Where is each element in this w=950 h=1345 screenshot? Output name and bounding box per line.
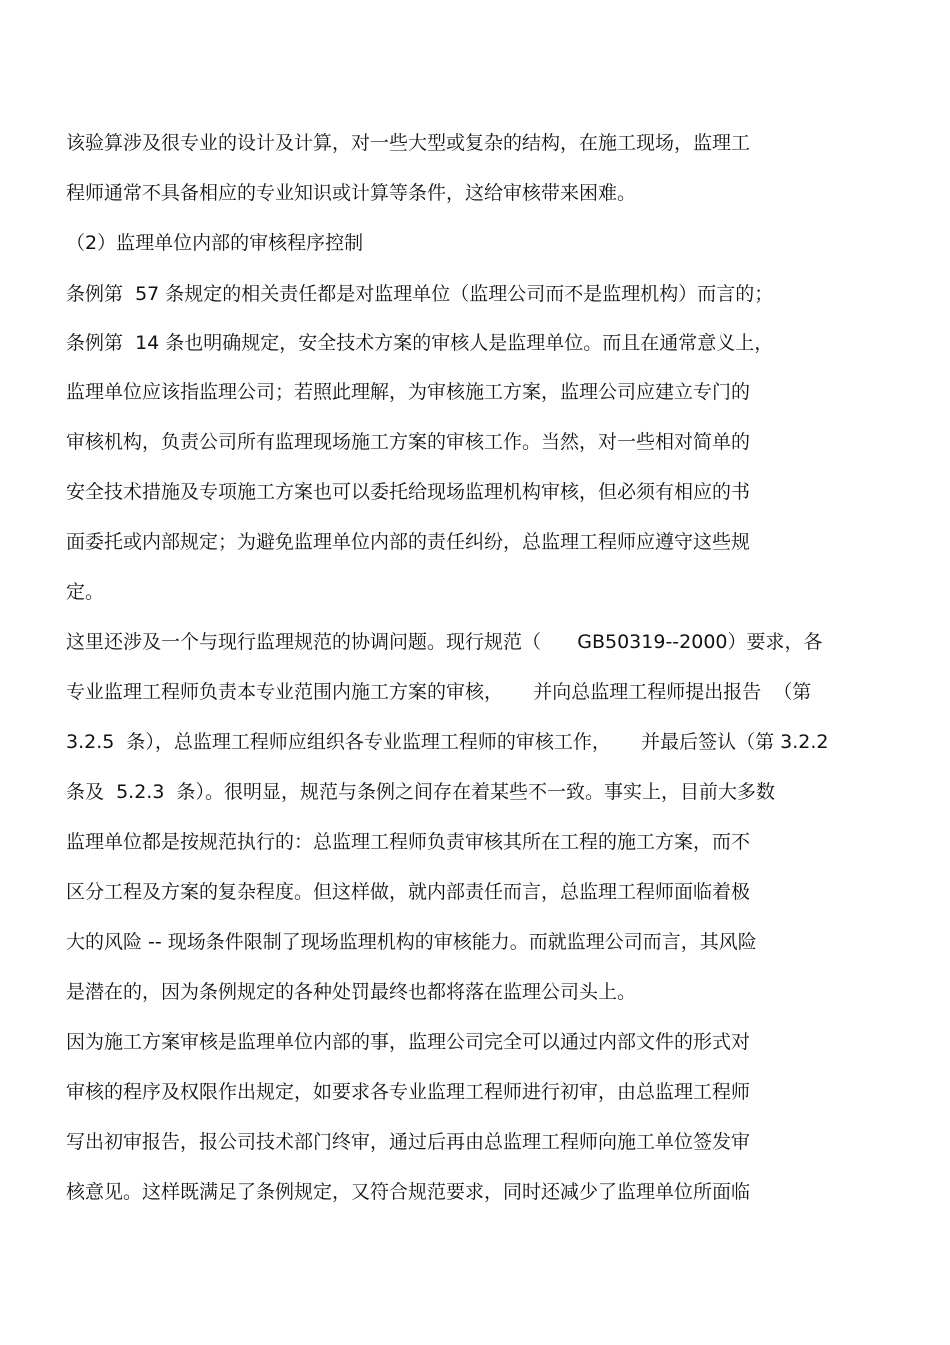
text-line-22: 核意见。这样既满足了条例规定，又符合规范要求，同时还减少了监理单位所面临 [66,1181,751,1203]
text-line-8: 安全技术措施及专项施工方案也可以委托给现场监理机构审核，但必须有相应的书 [66,481,751,503]
text-line-17: 大的风险 -- 现场条件限制了现场监理机构的审核能力。而就监理公司而言，其风险 [66,931,757,953]
text-line-20: 审核的程序及权限作出规定，如要求各专业监理工程师进行初审，由总监理工程师 [66,1081,751,1103]
text-line-13: 3.2.5 条），总监理工程师应组织各专业监理工程师的审核工作， 并最后签认（第 3.2.2 [66,731,829,753]
text-line-4: 条例第 57 条规定的相关责任都是对监理单位（监理公司而不是监理机构）而言的； [66,283,774,305]
text-line-12: 专业监理工程师负责本专业范围内施工方案的审核， 并向总监理工程师提出报告 （第 [66,681,812,703]
text-line-5: 条例第 14 条也明确规定，安全技术方案的审核人是监理单位。而且在通常意义上， [66,332,774,354]
text-line-18: 是潜在的，因为条例规定的各种处罚最终也都将落在监理公司头上。 [66,981,637,1003]
text-line-2: 程师通常不具备相应的专业知识或计算等条件，这给审核带来困难。 [66,182,637,204]
text-line-6: 监理单位应该指监理公司；若照此理解，为审核施工方案，监理公司应建立专门的 [66,381,751,403]
section-heading: （2）监理单位内部的审核程序控制 [66,232,364,254]
text-line-10: 定。 [66,581,105,603]
text-line-7: 审核机构，负责公司所有监理现场施工方案的审核工作。当然，对一些相对简单的 [66,431,751,453]
text-line-15: 监理单位都是按规范执行的：总监理工程师负责审核其所在工程的施工方案，而不 [66,831,751,853]
text-line-1: 该验算涉及很专业的设计及计算，对一些大型或复杂的结构，在施工现场，监理工 [66,132,751,154]
text-line-21: 写出初审报告，报公司技术部门终审，通过后再由总监理工程师向施工单位签发审 [66,1131,751,1153]
text-line-14: 条及 5.2.3 条）。很明显，规范与条例之间存在着某些不一致。事实上，目前大多数 [66,781,776,803]
text-line-19: 因为施工方案审核是监理单位内部的事，监理公司完全可以通过内部文件的形式对 [66,1031,751,1053]
text-line-9: 面委托或内部规定；为避免监理单位内部的责任纠纷，总监理工程师应遵守这些规 [66,531,751,553]
text-line-16: 区分工程及方案的复杂程度。但这样做，就内部责任而言，总监理工程师面临着极 [66,881,751,903]
text-line-11: 这里还涉及一个与现行监理规范的协调问题。现行规范（ GB50319--2000）要求，各 [66,631,823,653]
